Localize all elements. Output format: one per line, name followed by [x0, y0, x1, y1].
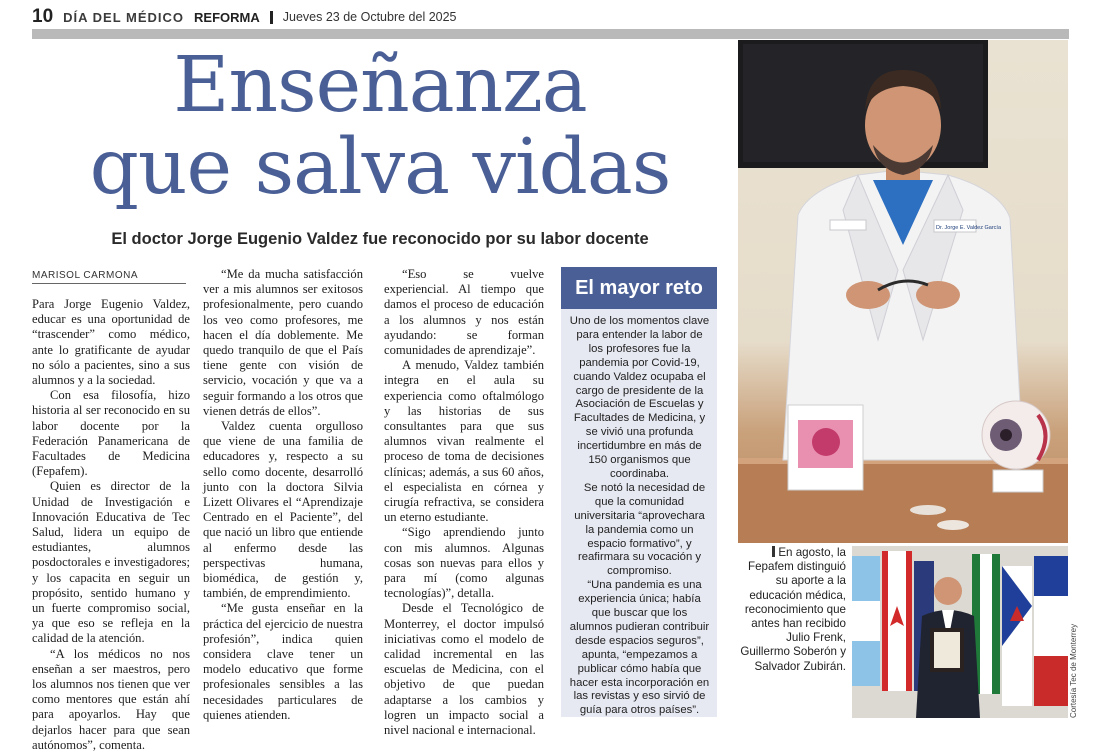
- sidebar-title: El mayor reto: [561, 267, 717, 309]
- paragraph: “Sigo aprendiendo junto con mis alumnos. Algunas cosas son nuevas para ellos y para mí (como algunas tecnologías)”, detalla.: [384, 525, 544, 601]
- paragraph: Valdez cuenta orgulloso que viene de una familia de educadores y, respecto a su sello como docente, desarrolló junto con la doctora Silvia Lizett Olivares el “Aprendizaje Centrado en el Paciente”, del que nació un libro que entiende al enfermo desde las perspectivas humana, biomédica, de gestión y, también, de emprendimiento.: [203, 419, 363, 601]
- header-divider: [270, 11, 273, 24]
- paragraph: Quien es director de la Unidad de Investigación e Innovación Educativa de Tec Salud, lidera un equipo de estudiantes, alumnos posdoctorales e investigadores; y los capacita en seguir un propósito, sentido humano y un fuerte compromiso social, ya que eso se refleja en la calidad de la atención.: [32, 479, 190, 646]
- award-illustration: [852, 546, 1068, 718]
- page-header: [32, 6, 457, 28]
- paragraph: Con esa filosofía, hizo historia al ser reconocido en su labor docente por la Federación Panamericana de Facultades de Medicina (Fepafem).: [32, 388, 190, 479]
- photo-caption: [738, 546, 846, 674]
- doctor-photo: [738, 40, 1068, 543]
- paragraph: Para Jorge Eugenio Valdez, educar es una oportunidad de “trascender” como médico, ante lo gratificante de ayudar no sólo a pacientes, sino a sus alumnos y a la sociedad.: [32, 297, 190, 388]
- headline-line-2: que salva vidas: [89, 123, 671, 212]
- paragraph: “Me da mucha satisfacción ver a mis alumnos ser exitosos profesionalmente, pero cuando los veo como profesores, me hacen el día doblemente. Me quedo tranquilo de que el País tiene gente con visión de servicio, vocación y que va a seguir formando a los otros que vienen detrás de ellos”.: [203, 267, 363, 418]
- award-photo: [852, 546, 1068, 718]
- paragraph: “Eso se vuelve experiencial. Al tiempo que damos el proceso de educación a los alumnos y nos están ayudando: se forman comunidades de aprendizaje”.: [384, 267, 544, 358]
- paragraph: “Me gusta enseñar en la práctica del ejercicio de nuestra profesión”, indica quien considera clave tener un modelo educativo que forme profesionales sensibles a las necesidades particulares de quienes atienden.: [203, 601, 363, 722]
- paragraph: Desde el Tecnológico de Monterrey, el doctor impulsó iniciativas como el modelo de calidad incremental en las escuelas de Medicina, con el objetivo de que puedan adaptarse a los cambios y logren un impacto social a nivel nacional e internacional.: [384, 601, 544, 738]
- photo-credit: Cortesía Tec de Monterrey: [1069, 623, 1078, 718]
- sidebar-paragraph: Uno de los momentos clave para entender la labor de los profesores fue la pandemia por Covid-19, cuando Valdez ocupaba el cargo de presidente de la Asociación de Escuelas y Facultades de Medicina, y se vivió una profunda incertidumbre en más de 150 organismos que coordinaba.: [569, 315, 710, 480]
- caption-marker: [772, 546, 775, 557]
- page-number: 10: [32, 6, 54, 27]
- byline: MARISOL CARMONA: [32, 270, 186, 284]
- issue-date: Jueves 23 de Octubre del 2025: [282, 10, 457, 24]
- publication-name: REFORMA: [194, 9, 260, 25]
- paragraph: A menudo, Valdez también integra en el aula su experiencia como oftalmólogo y las historias de sus consultantes para que sus alumnos vivan realmente el proceso de toma de decisiones clínicas; además, a sus 60 años, el especialista en córnea y cirugía refractiva, se considera un eterno estudiante.: [384, 358, 544, 525]
- sidebar-paragraph: Se notó la necesidad de que la comunidad universitaria “aprovechara la pandemia como un espacio formativo”, y reafirmara su vocación y compromiso.: [574, 481, 706, 578]
- sidebar-body: [569, 315, 710, 718]
- headline-line-1: Enseñanza: [173, 41, 587, 130]
- section-name: DÍA DEL MÉDICO: [63, 9, 185, 25]
- article-column-1: [32, 297, 190, 753]
- coat-name-tag: Dr. Jorge E. Valdez García: [936, 225, 1002, 231]
- header-rule: [32, 29, 1069, 39]
- paragraph: “A los médicos no nos enseñan a ser maestros, pero los alumnos nos tienen que ver como mentores que están ahí para apoyarlos. Hay que dejarlos hacer para que sean autónomos”, comenta.: [32, 646, 190, 752]
- caption-text: En agosto, la Fepafem distinguió su aporte a la educación médica, reconocimiento que antes han recibido Julio Frenk, Guillermo Soberón y Salvador Zubirán.: [740, 546, 846, 673]
- doctor-illustration: [738, 40, 1068, 543]
- subheadline: El doctor Jorge Eugenio Valdez fue reconocido por su labor docente: [111, 230, 649, 248]
- headline: [30, 41, 730, 212]
- article-column-3: [384, 267, 544, 738]
- article-column-2: [203, 267, 363, 723]
- sidebar-paragraph: “Una pandemia es una experiencia única; había que buscar que los alumnos pudieran contribuir desde espacios seguros”, apunta, “empezamos a publicar cómo había que hacer esta incorporación en las revistas y eso sirvió de guía para otros países”.: [569, 579, 710, 717]
